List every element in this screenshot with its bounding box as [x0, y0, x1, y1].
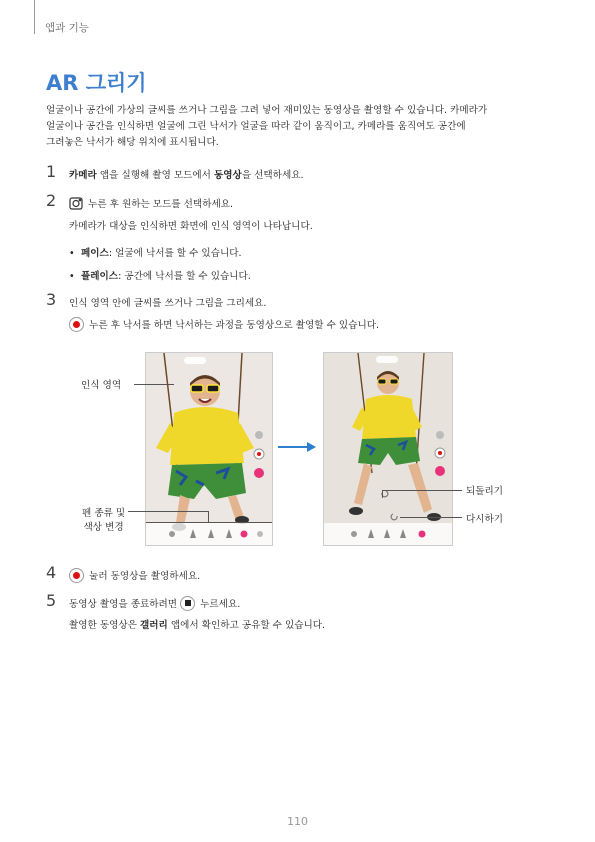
- intro-line: 얼굴이나 공간에 가상의 글씨를 쓰거나 그림을 그려 넣어 재미있는 동영상을 촬영할 수 있습니다. 카메라가: [46, 105, 488, 116]
- intro-paragraph: [46, 103, 561, 151]
- callout-undo: 되돌리기: [466, 486, 504, 497]
- callout-line: [382, 490, 383, 498]
- pen-area-outline: [146, 522, 272, 523]
- step-text: 인식 영역 안에 글씨를 쓰거나 그림을 그리세요.: [69, 298, 267, 309]
- step-text: 동영상 촬영을 종료하려면 누르세요.: [69, 596, 240, 612]
- bullet-face: • 페이스: 얼굴에 낙서를 할 수 있습니다.: [69, 248, 242, 259]
- pen-toolbar[interactable]: [146, 523, 272, 545]
- page-number: 110: [287, 815, 308, 828]
- callout-pen-type: 펜 종류 및 색상 변경: [82, 508, 126, 533]
- step-number: 4: [46, 563, 57, 582]
- step-3-note: 누른 후 낙서를 하면 낙서하는 과정을 동영상으로 촬영할 수 있습니다.: [69, 317, 379, 333]
- callout-line: [208, 511, 209, 522]
- ar-emoji-icon: [69, 197, 83, 210]
- step-text: 눌러 동영상을 촬영하세요.: [69, 568, 200, 584]
- record-icon: [69, 568, 84, 583]
- right-arrow-icon: [277, 441, 317, 453]
- record-icon: [69, 317, 84, 332]
- stop-icon: [180, 596, 195, 611]
- callout-line: [134, 384, 174, 385]
- callout-line: [382, 490, 462, 491]
- step-text: 카메라 앱을 실행해 촬영 모드에서 동영상을 선택하세요.: [69, 170, 304, 181]
- step-2-note: 카메라가 대상을 인식하면 화면에 인식 영역이 나타납니다.: [69, 221, 313, 232]
- intro-line: 얼굴이나 공간을 인식하면 얼굴에 그린 낙서가 얼굴을 따라 같이 움직이고, 카메라를 움직여도 공간에: [46, 121, 466, 132]
- phone-screenshot-face: [145, 352, 273, 546]
- callout-redo: 다시하기: [466, 514, 504, 525]
- page-title: AR 그리기: [46, 71, 147, 95]
- step-number: 5: [46, 591, 57, 610]
- bullet-place: • 플레이스: 공간에 낙서를 할 수 있습니다.: [69, 271, 251, 282]
- callout-line: [128, 511, 208, 512]
- face-mode-scene: [146, 353, 272, 545]
- step-5-note: 촬영한 동영상은 갤러리 앱에서 확인하고 공유할 수 있습니다.: [69, 620, 326, 631]
- step-text: 누른 후 원하는 모드를 선택하세요.: [69, 196, 233, 211]
- header-divider: [34, 0, 35, 34]
- section-title: 앱과 기능: [45, 22, 89, 34]
- callout-recognition-area: 인식 영역: [81, 380, 122, 391]
- intro-line: 그려놓은 낙서가 해당 위치에 표시됩니다.: [46, 137, 219, 148]
- callout-line: [400, 517, 462, 518]
- step-number: 3: [46, 290, 57, 309]
- step-number: 2: [46, 191, 57, 210]
- step-number: 1: [46, 162, 57, 181]
